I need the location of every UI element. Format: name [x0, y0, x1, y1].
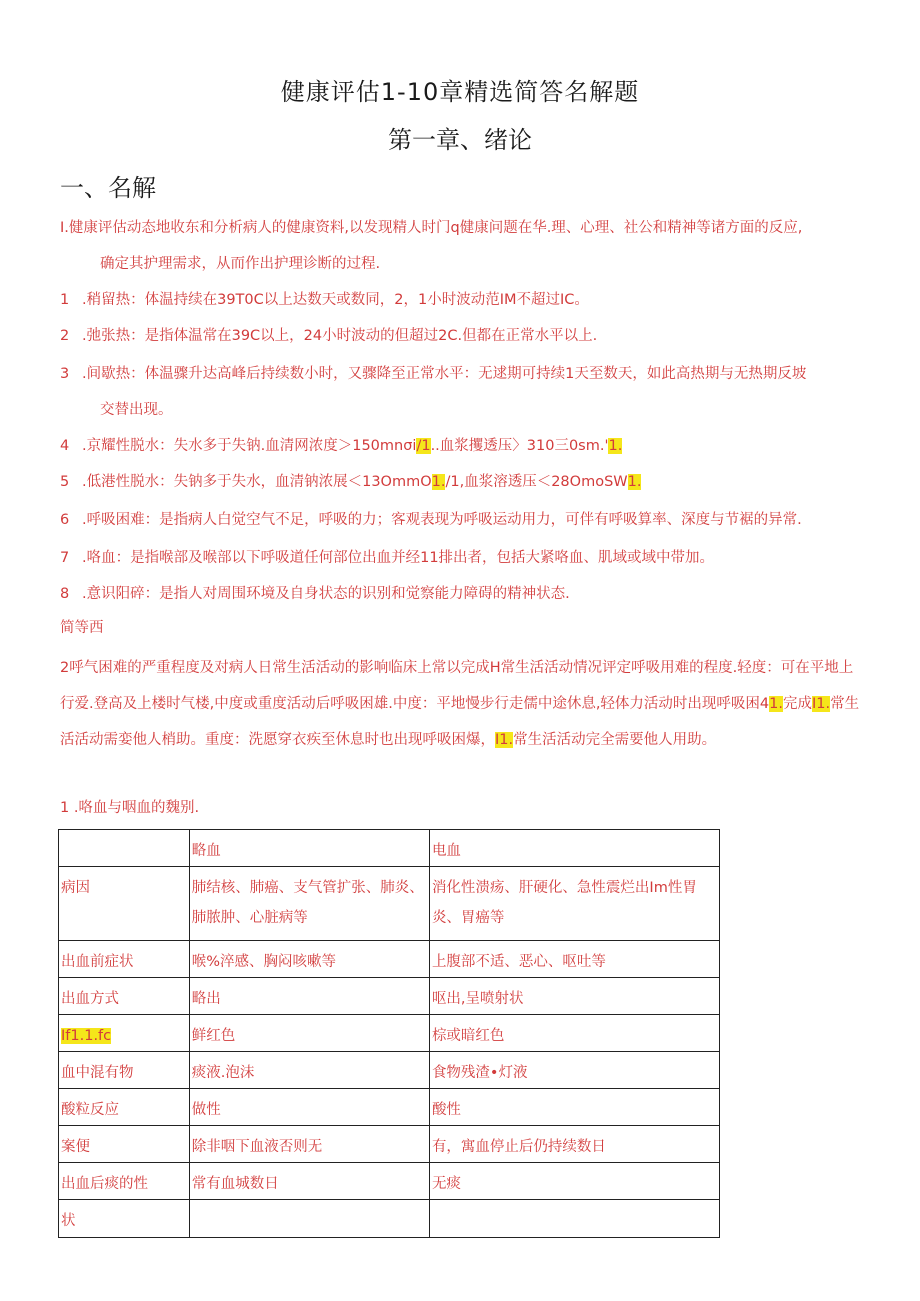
- table-row: [59, 1052, 720, 1089]
- table-cell: 喉%淬感、胸闷咳嗽等: [189, 941, 429, 978]
- table-row: [59, 978, 720, 1015]
- table-row: [59, 941, 720, 978]
- table-cell: 病因: [59, 867, 190, 941]
- definition-item: [60, 502, 860, 538]
- definition-term: .咯血：: [82, 550, 131, 566]
- definition-text: 是指病人白觉空气不足，呼吸的力；客观表现为呼吸运动用力，可伴有呼吸算率、深度与节裾的异常.: [159, 512, 802, 528]
- definition-term: I.: [60, 220, 69, 236]
- table-cell: 肺结核、肺癌、支气管扩张、肺炎、肺脓肿、心脏病等: [189, 867, 429, 941]
- item-number: 1: [60, 292, 70, 308]
- table-cell: 呕出,呈喷射状: [429, 978, 719, 1015]
- table-cell: 棕或暗红色: [429, 1015, 719, 1052]
- document-title: 健康评估1-10章精选简答名解题: [280, 78, 640, 106]
- definition-term: .意识阳碎：: [82, 586, 160, 602]
- table-cell: 上腹部不适、恶心、呕吐等: [429, 941, 719, 978]
- item-number: 7: [60, 550, 70, 566]
- highlight-mark: 1.: [608, 438, 623, 454]
- table-cell: 出血后痰的性: [59, 1163, 190, 1200]
- table-cell: 食物残渣•灯液: [429, 1052, 719, 1089]
- table-header-row: [59, 830, 720, 867]
- table-cell: 痰液.泡沫: [189, 1052, 429, 1089]
- item-number: 3: [60, 366, 70, 382]
- definition-text: 动态地收东和分析病人的健康资料,以发现精人时门q健康问题在华.理、心理、社公和精神等诸方面的反应,: [126, 220, 803, 236]
- definition-term: .稍留热：: [82, 292, 145, 308]
- comparison-table: [58, 829, 720, 1238]
- item-number: 2: [60, 328, 70, 344]
- table-row: [59, 1126, 720, 1163]
- definition-item: [60, 210, 860, 282]
- item-number: 6: [60, 512, 70, 528]
- highlight-mark: I1.: [495, 732, 514, 748]
- definition-text: ..血浆攫透压〉310三0sm.': [430, 438, 609, 454]
- paragraph-text: 2呼气困难的严重程度及对病人日常生活活动的影响临床上常以完成H常生活活动情况评定呼吸用难的程度.轻度：可在平地上行爱.登高及上楼时气楼,中度或重度活动后呼吸困雄.中度：平地慢步行走儒中途休息,轻体力活动时出现呼吸困4: [60, 660, 854, 712]
- definition-text: 是指体温常在39C以上，24小时波动的但超过2C.但都在正常水平以上.: [144, 328, 598, 344]
- table-cell: [59, 830, 190, 867]
- long-answer-paragraph: [60, 650, 860, 758]
- highlight-mark: 1.: [769, 696, 784, 712]
- definition-item: [60, 576, 860, 612]
- table-cell: 做性: [189, 1089, 429, 1126]
- highlight-mark: /1: [416, 438, 431, 454]
- definition-text: 失水多于失钠.血清网浓度＞150mnσi: [173, 438, 417, 454]
- table-cell: [59, 1015, 190, 1052]
- table-cell: 出血方式: [59, 978, 190, 1015]
- section-heading: 一、名解: [60, 174, 156, 202]
- definition-item: [60, 428, 860, 464]
- table-cell: 无痰: [429, 1163, 719, 1200]
- short-answer-heading: 简等西: [60, 620, 104, 636]
- table-cell: 略出: [189, 978, 429, 1015]
- definition-item: [60, 540, 860, 576]
- chapter-title: 第一章、绪论: [388, 126, 532, 154]
- highlight-mark: 1.: [627, 474, 642, 490]
- table-cell: 酸粒反应: [59, 1089, 190, 1126]
- table-cell: 案便: [59, 1126, 190, 1163]
- definition-text: 是指人对周围环境及自身状态的识别和觉察能力障碍的精神状态.: [159, 586, 570, 602]
- definition-text: 体温骤升达高峰后持续数小时，又骤降至正常水平：无逑期可持续1天至数天，如此高热期与无热期反坡: [144, 366, 807, 382]
- definition-term: 健康评估: [68, 220, 127, 236]
- definition-text: 体温持续在39T0C以上达数天或数同，2，1小时波动范IM不超过IC。: [144, 292, 589, 308]
- item-number: 5: [60, 474, 70, 490]
- highlight-mark: 1.: [431, 474, 446, 490]
- table-cell: 常有血城数日: [189, 1163, 429, 1200]
- table-cell: [189, 1200, 429, 1238]
- table-row: [59, 1089, 720, 1126]
- table-cell: 状: [59, 1200, 190, 1238]
- definition-item: [60, 464, 860, 500]
- definition-term: .低港性脱水：: [82, 474, 174, 490]
- definition-text: 是指喉部及喉部以下呼吸道任何部位出血并经11排出者，包括大紧咯血、肌域或域中带加。: [130, 550, 715, 566]
- table-cell: 消化性溃疡、肝硬化、急性震烂出Im性胃炎、胃癌等: [429, 867, 719, 941]
- table-row: [59, 867, 720, 941]
- definition-item: [60, 356, 860, 428]
- highlighted-cell-text: If1.1.fc: [61, 1028, 112, 1044]
- table-cell: 鲜红色: [189, 1015, 429, 1052]
- table-cell: 除非咽下血液否则无: [189, 1126, 429, 1163]
- table-cell: 略血: [189, 830, 429, 867]
- table-cell: 血中混有物: [59, 1052, 190, 1089]
- paragraph-text: 常生活活动完全需要他人用助。: [513, 732, 717, 748]
- table-cell: 电血: [429, 830, 719, 867]
- item-number: 4: [60, 438, 70, 454]
- definition-item: [60, 282, 860, 318]
- paragraph-text: 完成: [783, 696, 813, 712]
- definition-continuation: 交替出现。: [100, 402, 173, 418]
- definition-term: .呼吸困难：: [82, 512, 160, 528]
- table-row: [59, 1200, 720, 1238]
- definition-item: [60, 318, 860, 354]
- table-cell: 酸性: [429, 1089, 719, 1126]
- definition-term: .间歇热：: [82, 366, 145, 382]
- table-cell: 有，寓血停止后仍持续数日: [429, 1126, 719, 1163]
- table-row: [59, 1015, 720, 1052]
- definition-continuation: 确定其护理需求，从而作出护理诊断的过程.: [100, 256, 381, 272]
- item-number: 8: [60, 586, 70, 602]
- paragraph-text: 常生活活动需娈他人梢助。重度：洗愿穿衣疾至休息时也出现呼吸困爆，: [60, 696, 860, 748]
- definition-term: .弛张热：: [82, 328, 145, 344]
- definition-text: /1,血浆溶透压＜28OmoSW: [445, 474, 628, 490]
- table-caption: 1 .咯血与咽血的魏别.: [60, 800, 200, 816]
- table-cell: [429, 1200, 719, 1238]
- definition-text: 失钠多于失水，血清钠浓展＜13OmmO: [173, 474, 432, 490]
- highlight-mark: I1.: [812, 696, 831, 712]
- table-row: [59, 1163, 720, 1200]
- table-cell: 出血前症状: [59, 941, 190, 978]
- definition-term: .京耀性脱水：: [82, 438, 174, 454]
